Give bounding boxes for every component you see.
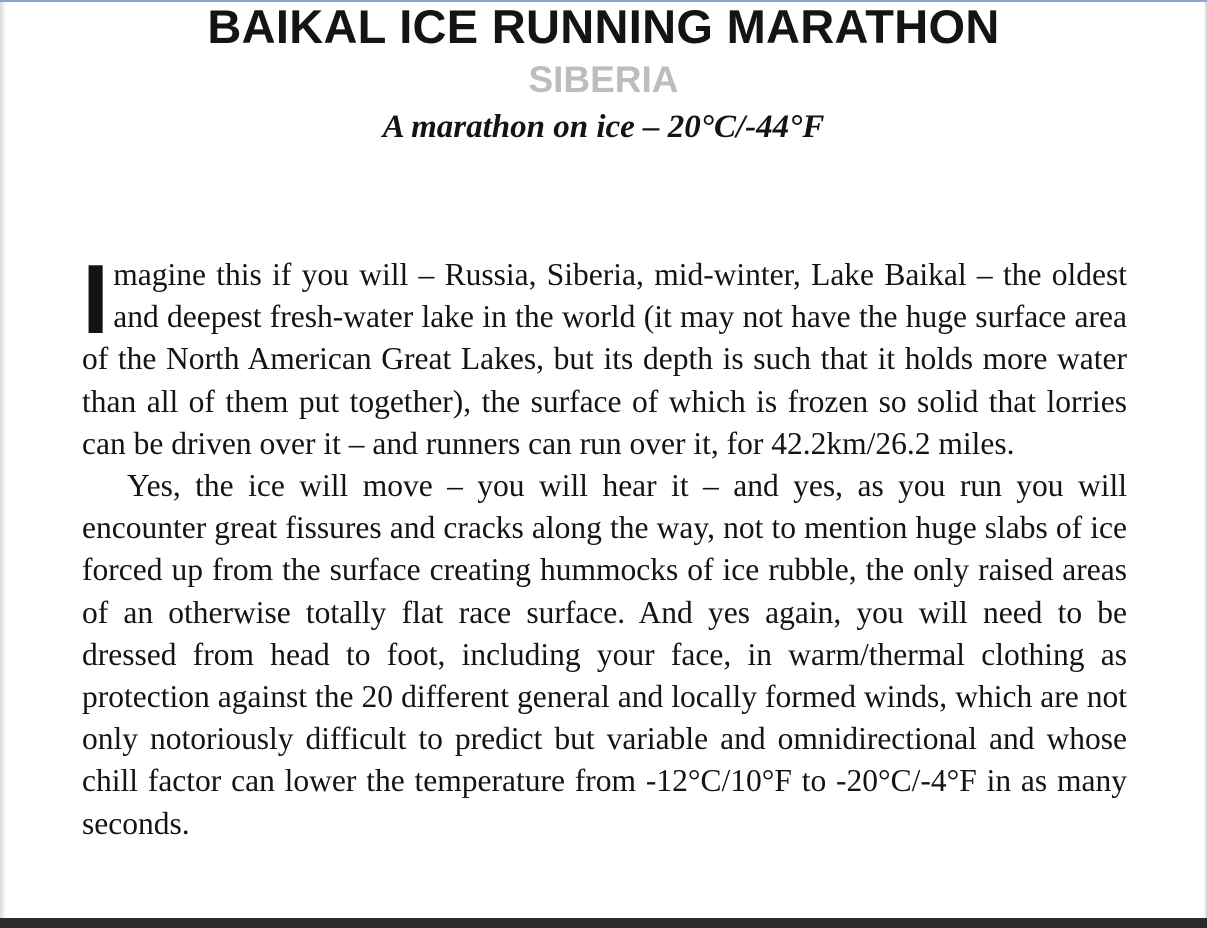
paragraph-2-text: Yes, the ice will move – you will hear it – and yes, as you run you will encounter great fissures and cracks along the way, not to mention huge slabs of ice forced up from the surface creating hummocks of ice rubble, the only raised areas of an otherwise totally flat race surface. And yes again, you will need to be dressed from head to foot, including your face, in warm/thermal clothing as protection against the 20 different general and locally formed winds, which are not only notoriously difficult to predict but variable and omnidirectional and whose chill factor can lower the temperature from -12°C/10°F to -20°C/-4°F in as many seconds. bbox=[82, 468, 1127, 841]
drop-cap: I bbox=[82, 244, 110, 354]
document-tagline: A marathon on ice – 20°C/-44°F bbox=[382, 109, 825, 145]
bottom-scroll-bar[interactable] bbox=[0, 918, 1207, 928]
document-title: BAIKAL ICE RUNNING MARATHON bbox=[207, 0, 1000, 53]
document-subtitle: SIBERIA bbox=[528, 59, 679, 100]
paragraph-2 bbox=[82, 465, 1127, 845]
paragraph-1-text: magine this if you will – Russia, Siberia, mid-winter, Lake Baikal – the oldest and deepest fresh-water lake in the world (it may not have the huge surface area of the North American Great Lakes, but its depth is such that it holds more water than all of them put together), the surface of which is frozen so solid that lorries can be driven over it – and runners can run over it, for 42.2km/26.2 miles. bbox=[82, 257, 1127, 461]
paragraph-1 bbox=[82, 244, 1127, 465]
article-body bbox=[82, 244, 1127, 845]
